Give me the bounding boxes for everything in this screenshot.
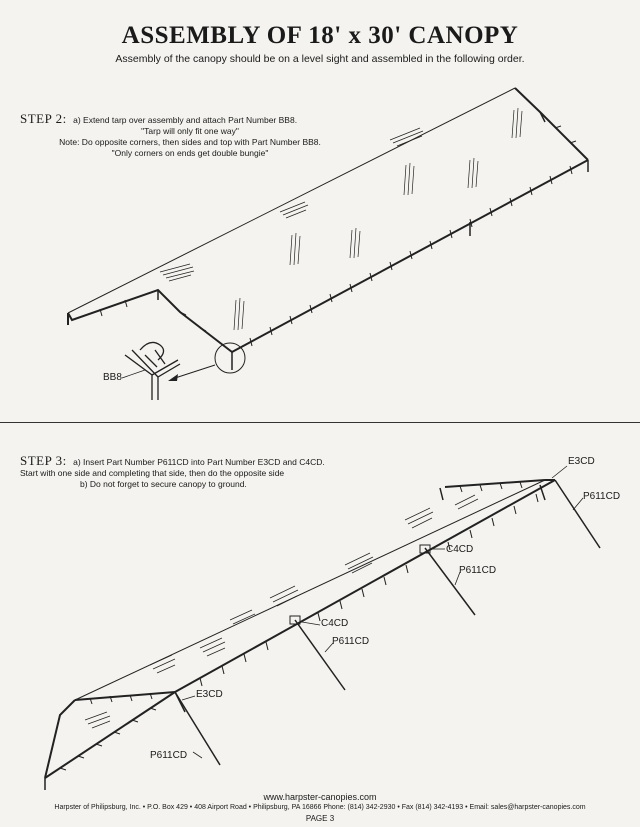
- bb8-label: BB8: [103, 372, 122, 383]
- page-subtitle: Assembly of the canopy should be on a level sight and assembled in the following order.: [115, 53, 525, 65]
- step-2-canopy-drawing: [68, 88, 588, 400]
- step-3-line-a: a) Insert Part Number P611CD into Part Number E3CD and C4CD.: [73, 457, 325, 467]
- footer-page-number: PAGE 3: [305, 814, 335, 823]
- footer-address: Harpster of Philipsburg, Inc. • P.O. Box 429 • 408 Airport Road • Philipsburg, PA 16866 Phone: (814) 342-2930 • Fax (814) 342-4193 • Email: sales@harpster-canopies.com: [54, 804, 586, 811]
- step-2-line-a: a) Extend tarp over assembly and attach Part Number BB8.: [73, 115, 298, 125]
- step-2-note-sub: "Only corners on ends get double bungie": [111, 148, 269, 158]
- bb8-detail-sketch: [122, 342, 180, 400]
- step-2-line-a-note: "Tarp will only fit one way": [141, 126, 239, 136]
- c4cd-mid-label: C4CD: [321, 618, 349, 629]
- step-3-label: STEP 3:: [20, 453, 67, 468]
- e3cd-top-label: E3CD: [568, 456, 595, 467]
- e3cd-bottom-label: E3CD: [196, 689, 223, 700]
- step-2-eave-ticks: [100, 126, 576, 346]
- step-2-label: STEP 2:: [20, 111, 67, 126]
- page-title: ASSEMBLY OF 18' x 30' CANOPY: [121, 22, 519, 49]
- p611cd-upper-label: P611CD: [459, 565, 497, 576]
- step-3-line-a2: Start with one side and completing that side, then do the opposite side: [20, 468, 285, 478]
- step-3-leader-lines: [182, 466, 583, 758]
- footer-url: www.harpster-canopies.com: [263, 792, 377, 802]
- step-2-note: Note: Do opposite corners, then sides and top with Part Number BB8.: [59, 137, 321, 147]
- step-2-tarp-shading: [160, 108, 522, 330]
- c4cd-upper-label: C4CD: [446, 544, 474, 555]
- p611cd-top-label: P611CD: [583, 491, 621, 502]
- p611cd-bottom-label: P611CD: [150, 750, 188, 761]
- p611cd-mid-label: P611CD: [332, 636, 370, 647]
- step-3-line-b: b) Do not forget to secure canopy to ground.: [80, 479, 247, 489]
- step-3-tarp-shading: [85, 495, 478, 728]
